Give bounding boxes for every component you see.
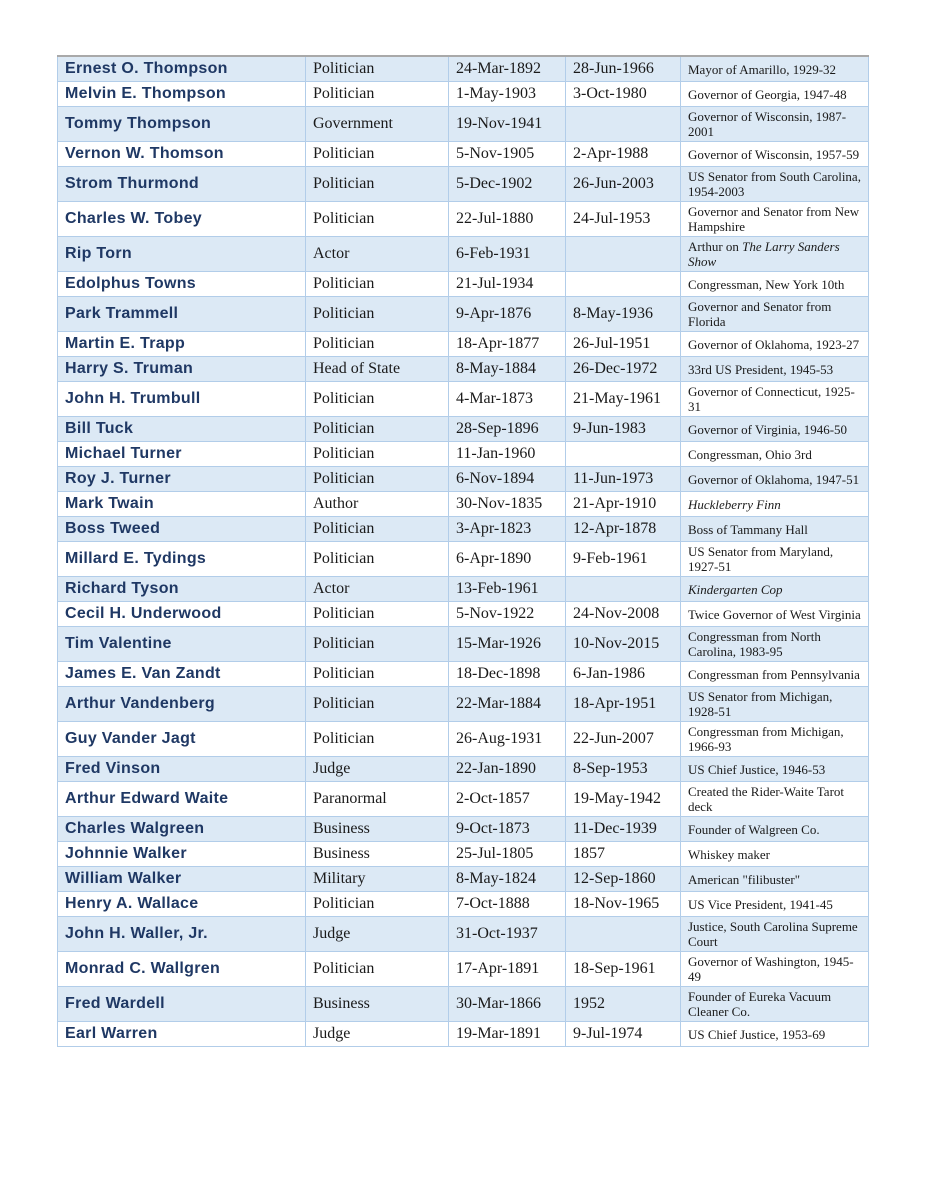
occupation-cell: Politician [306, 722, 449, 757]
name-cell: Park Trammell [58, 297, 306, 332]
notes-cell [681, 892, 869, 917]
note-text-segment: US Senator from Maryland, 1927-51 [688, 544, 834, 574]
note-text-segment: Twice Governor of West Virginia [688, 606, 861, 622]
name-cell: Harry S. Truman [58, 357, 306, 382]
birth-date-cell: 8-May-1884 [449, 357, 566, 382]
death-date-cell: 28-Jun-1966 [566, 56, 681, 82]
death-date-cell [566, 917, 681, 952]
notes-cell [681, 332, 869, 357]
occupation-cell: Politician [306, 272, 449, 297]
birth-date-cell: 8-May-1824 [449, 867, 566, 892]
birth-date-cell: 5-Nov-1905 [449, 142, 566, 167]
birth-date-cell: 19-Nov-1941 [449, 107, 566, 142]
notes-cell [681, 357, 869, 382]
birth-date-cell: 22-Jul-1880 [449, 202, 566, 237]
name-cell: Arthur Vandenberg [58, 687, 306, 722]
birth-date-cell: 1-May-1903 [449, 82, 566, 107]
death-date-cell: 26-Dec-1972 [566, 357, 681, 382]
birth-date-cell: 6-Feb-1931 [449, 237, 566, 272]
occupation-cell: Politician [306, 687, 449, 722]
name-cell: Edolphus Towns [58, 272, 306, 297]
table-row [58, 722, 869, 757]
occupation-cell: Judge [306, 1022, 449, 1047]
table-row [58, 517, 869, 542]
notes-cell [681, 517, 869, 542]
birth-date-cell: 25-Jul-1805 [449, 842, 566, 867]
name-cell: Richard Tyson [58, 577, 306, 602]
table-row [58, 357, 869, 382]
death-date-cell: 18-Nov-1965 [566, 892, 681, 917]
table-row [58, 817, 869, 842]
occupation-cell: Author [306, 492, 449, 517]
name-cell: Rip Torn [58, 237, 306, 272]
notes-cell [681, 492, 869, 517]
birth-date-cell: 6-Nov-1894 [449, 467, 566, 492]
table-row [58, 467, 869, 492]
table-row [58, 577, 869, 602]
occupation-cell: Actor [306, 237, 449, 272]
name-cell: Mark Twain [58, 492, 306, 517]
name-cell: Martin E. Trapp [58, 332, 306, 357]
death-date-cell: 9-Jul-1974 [566, 1022, 681, 1047]
name-cell: Fred Vinson [58, 757, 306, 782]
name-cell: Ernest O. Thompson [58, 56, 306, 82]
name-cell: John H. Trumbull [58, 382, 306, 417]
note-text-segment: Governor of Virginia, 1946-50 [688, 421, 848, 437]
note-text-segment: Justice, South Carolina Supreme Court [688, 919, 858, 949]
death-date-cell: 6-Jan-1986 [566, 662, 681, 687]
birth-date-cell: 13-Feb-1961 [449, 577, 566, 602]
death-date-cell [566, 272, 681, 297]
table-row [58, 167, 869, 202]
birth-date-cell: 3-Apr-1823 [449, 517, 566, 542]
death-date-cell: 18-Apr-1951 [566, 687, 681, 722]
table-row [58, 202, 869, 237]
notes-cell [681, 142, 869, 167]
death-date-cell: 9-Jun-1983 [566, 417, 681, 442]
note-text-segment: Created the Rider-Waite Tarot deck [688, 784, 845, 814]
name-cell: Cecil H. Underwood [58, 602, 306, 627]
occupation-cell: Politician [306, 442, 449, 467]
people-table [57, 55, 869, 1047]
note-text-segment: Arthur on [688, 239, 743, 254]
name-cell: Millard E. Tydings [58, 542, 306, 577]
occupation-cell: Politician [306, 82, 449, 107]
name-cell: Vernon W. Thomson [58, 142, 306, 167]
birth-date-cell: 11-Jan-1960 [449, 442, 566, 467]
name-cell: Michael Turner [58, 442, 306, 467]
occupation-cell: Politician [306, 627, 449, 662]
note-text-segment: Congressman from Michigan, 1966-93 [688, 724, 844, 754]
note-text-segment: American "filibuster" [688, 871, 801, 887]
note-text-segment: Founder of Eureka Vacuum Cleaner Co. [688, 989, 832, 1019]
name-cell: Charles W. Tobey [58, 202, 306, 237]
notes-cell [681, 542, 869, 577]
birth-date-cell: 18-Apr-1877 [449, 332, 566, 357]
name-cell: John H. Waller, Jr. [58, 917, 306, 952]
notes-cell [681, 842, 869, 867]
note-text-segment: Governor of Wisconsin, 1957-59 [688, 146, 860, 162]
note-text-segment: Governor of Wisconsin, 1987-2001 [688, 109, 847, 139]
death-date-cell: 8-Sep-1953 [566, 757, 681, 782]
table-row [58, 492, 869, 517]
table-row [58, 602, 869, 627]
note-text-segment: Congressman from North Carolina, 1983-95 [688, 629, 821, 659]
death-date-cell: 11-Jun-1973 [566, 467, 681, 492]
name-cell: Guy Vander Jagt [58, 722, 306, 757]
birth-date-cell: 6-Apr-1890 [449, 542, 566, 577]
notes-cell [681, 782, 869, 817]
occupation-cell: Politician [306, 382, 449, 417]
note-text-segment: Governor and Senator from New Hampshire [688, 204, 860, 234]
birth-date-cell: 26-Aug-1931 [449, 722, 566, 757]
notes-cell [681, 467, 869, 492]
birth-date-cell: 31-Oct-1937 [449, 917, 566, 952]
name-cell: Tim Valentine [58, 627, 306, 662]
table-row [58, 842, 869, 867]
notes-cell [681, 272, 869, 297]
occupation-cell: Politician [306, 542, 449, 577]
occupation-cell: Politician [306, 892, 449, 917]
birth-date-cell: 18-Dec-1898 [449, 662, 566, 687]
table-row [58, 297, 869, 332]
death-date-cell: 26-Jun-2003 [566, 167, 681, 202]
death-date-cell: 21-May-1961 [566, 382, 681, 417]
table-row [58, 56, 869, 82]
occupation-cell: Head of State [306, 357, 449, 382]
name-cell: Tommy Thompson [58, 107, 306, 142]
name-cell: Earl Warren [58, 1022, 306, 1047]
note-text-segment: US Chief Justice, 1946-53 [688, 761, 826, 777]
death-date-cell: 21-Apr-1910 [566, 492, 681, 517]
death-date-cell: 22-Jun-2007 [566, 722, 681, 757]
birth-date-cell: 7-Oct-1888 [449, 892, 566, 917]
birth-date-cell: 5-Dec-1902 [449, 167, 566, 202]
death-date-cell: 24-Jul-1953 [566, 202, 681, 237]
table-row [58, 782, 869, 817]
birth-date-cell: 15-Mar-1926 [449, 627, 566, 662]
occupation-cell: Politician [306, 467, 449, 492]
notes-cell [681, 82, 869, 107]
table-row [58, 142, 869, 167]
occupation-cell: Business [306, 987, 449, 1022]
note-italic-segment: Kindergarten Cop [688, 581, 783, 597]
death-date-cell: 1857 [566, 842, 681, 867]
notes-cell [681, 56, 869, 82]
note-italic-segment: The Larry Sanders Show [688, 239, 840, 269]
birth-date-cell: 4-Mar-1873 [449, 382, 566, 417]
notes-cell [681, 627, 869, 662]
death-date-cell [566, 442, 681, 467]
note-italic-segment: Huckleberry Finn [688, 496, 781, 512]
note-text-segment: Congressman from Pennsylvania [688, 666, 860, 682]
name-cell: William Walker [58, 867, 306, 892]
note-text-segment: Congressman, New York 10th [688, 276, 845, 292]
birth-date-cell: 28-Sep-1896 [449, 417, 566, 442]
name-cell: Fred Wardell [58, 987, 306, 1022]
notes-cell [681, 297, 869, 332]
notes-cell [681, 167, 869, 202]
note-text-segment: Mayor of Amarillo, 1929-32 [688, 61, 837, 77]
notes-cell [681, 577, 869, 602]
death-date-cell: 18-Sep-1961 [566, 952, 681, 987]
occupation-cell: Politician [306, 602, 449, 627]
note-text-segment: Governor and Senator from Florida [688, 299, 832, 329]
notes-cell [681, 867, 869, 892]
notes-cell [681, 917, 869, 952]
notes-cell [681, 722, 869, 757]
name-cell: Henry A. Wallace [58, 892, 306, 917]
table-row [58, 542, 869, 577]
name-cell: Melvin E. Thompson [58, 82, 306, 107]
table-row [58, 272, 869, 297]
notes-cell [681, 202, 869, 237]
death-date-cell: 9-Feb-1961 [566, 542, 681, 577]
table-row [58, 917, 869, 952]
occupation-cell: Business [306, 842, 449, 867]
death-date-cell: 8-May-1936 [566, 297, 681, 332]
occupation-cell: Politician [306, 662, 449, 687]
occupation-cell: Politician [306, 202, 449, 237]
occupation-cell: Judge [306, 917, 449, 952]
occupation-cell: Politician [306, 517, 449, 542]
occupation-cell: Politician [306, 952, 449, 987]
table-row [58, 237, 869, 272]
birth-date-cell: 19-Mar-1891 [449, 1022, 566, 1047]
table-row [58, 892, 869, 917]
note-text-segment: Governor of Washington, 1945-49 [688, 954, 854, 984]
death-date-cell: 10-Nov-2015 [566, 627, 681, 662]
notes-cell [681, 237, 869, 272]
occupation-cell: Politician [306, 332, 449, 357]
birth-date-cell: 22-Mar-1884 [449, 687, 566, 722]
note-text-segment: Governor of Oklahoma, 1947-51 [688, 471, 860, 487]
death-date-cell: 12-Sep-1860 [566, 867, 681, 892]
table-row [58, 627, 869, 662]
death-date-cell: 24-Nov-2008 [566, 602, 681, 627]
name-cell: James E. Van Zandt [58, 662, 306, 687]
note-text-segment: Founder of Walgreen Co. [688, 821, 820, 837]
note-text-segment: US Senator from South Carolina, 1954-2003 [688, 169, 861, 199]
name-cell: Bill Tuck [58, 417, 306, 442]
birth-date-cell: 30-Mar-1866 [449, 987, 566, 1022]
name-cell: Johnnie Walker [58, 842, 306, 867]
occupation-cell: Business [306, 817, 449, 842]
notes-cell [681, 382, 869, 417]
table-row [58, 757, 869, 782]
name-cell: Monrad C. Wallgren [58, 952, 306, 987]
death-date-cell [566, 237, 681, 272]
notes-cell [681, 417, 869, 442]
birth-date-cell: 2-Oct-1857 [449, 782, 566, 817]
note-text-segment: Congressman, Ohio 3rd [688, 446, 812, 462]
death-date-cell: 3-Oct-1980 [566, 82, 681, 107]
death-date-cell: 2-Apr-1988 [566, 142, 681, 167]
birth-date-cell: 22-Jan-1890 [449, 757, 566, 782]
name-cell: Roy J. Turner [58, 467, 306, 492]
name-cell: Arthur Edward Waite [58, 782, 306, 817]
table-row [58, 987, 869, 1022]
note-text-segment: Whiskey maker [688, 846, 770, 862]
note-text-segment: Governor of Oklahoma, 1923-27 [688, 336, 860, 352]
occupation-cell: Government [306, 107, 449, 142]
death-date-cell: 26-Jul-1951 [566, 332, 681, 357]
notes-cell [681, 687, 869, 722]
notes-cell [681, 107, 869, 142]
table-row [58, 82, 869, 107]
occupation-cell: Politician [306, 417, 449, 442]
table-row [58, 662, 869, 687]
birth-date-cell: 17-Apr-1891 [449, 952, 566, 987]
death-date-cell: 19-May-1942 [566, 782, 681, 817]
name-cell: Boss Tweed [58, 517, 306, 542]
death-date-cell: 11-Dec-1939 [566, 817, 681, 842]
table-row [58, 687, 869, 722]
occupation-cell: Politician [306, 297, 449, 332]
note-text-segment: Governor of Georgia, 1947-48 [688, 86, 847, 102]
table-row [58, 107, 869, 142]
notes-cell [681, 817, 869, 842]
death-date-cell: 12-Apr-1878 [566, 517, 681, 542]
death-date-cell: 1952 [566, 987, 681, 1022]
notes-cell [681, 602, 869, 627]
note-text-segment: 33rd US President, 1945-53 [688, 361, 834, 377]
death-date-cell [566, 577, 681, 602]
notes-cell [681, 442, 869, 467]
birth-date-cell: 30-Nov-1835 [449, 492, 566, 517]
notes-cell [681, 757, 869, 782]
birth-date-cell: 24-Mar-1892 [449, 56, 566, 82]
occupation-cell: Military [306, 867, 449, 892]
name-cell: Charles Walgreen [58, 817, 306, 842]
people-table-body [58, 56, 869, 1047]
note-text-segment: Boss of Tammany Hall [688, 521, 808, 537]
table-row [58, 442, 869, 467]
death-date-cell [566, 107, 681, 142]
table-row [58, 1022, 869, 1047]
occupation-cell: Politician [306, 167, 449, 202]
notes-cell [681, 987, 869, 1022]
table-row [58, 952, 869, 987]
occupation-cell: Politician [306, 56, 449, 82]
notes-cell [681, 952, 869, 987]
name-cell: Strom Thurmond [58, 167, 306, 202]
birth-date-cell: 5-Nov-1922 [449, 602, 566, 627]
occupation-cell: Politician [306, 142, 449, 167]
note-text-segment: US Vice President, 1941-45 [688, 896, 833, 912]
table-row [58, 382, 869, 417]
birth-date-cell: 21-Jul-1934 [449, 272, 566, 297]
note-text-segment: Governor of Connecticut, 1925-31 [688, 384, 855, 414]
birth-date-cell: 9-Apr-1876 [449, 297, 566, 332]
notes-cell [681, 662, 869, 687]
birth-date-cell: 9-Oct-1873 [449, 817, 566, 842]
occupation-cell: Paranormal [306, 782, 449, 817]
occupation-cell: Judge [306, 757, 449, 782]
table-row [58, 332, 869, 357]
notes-cell [681, 1022, 869, 1047]
note-text-segment: US Senator from Michigan, 1928-51 [688, 689, 833, 719]
occupation-cell: Actor [306, 577, 449, 602]
table-row [58, 867, 869, 892]
note-text-segment: US Chief Justice, 1953-69 [688, 1026, 826, 1042]
table-row [58, 417, 869, 442]
